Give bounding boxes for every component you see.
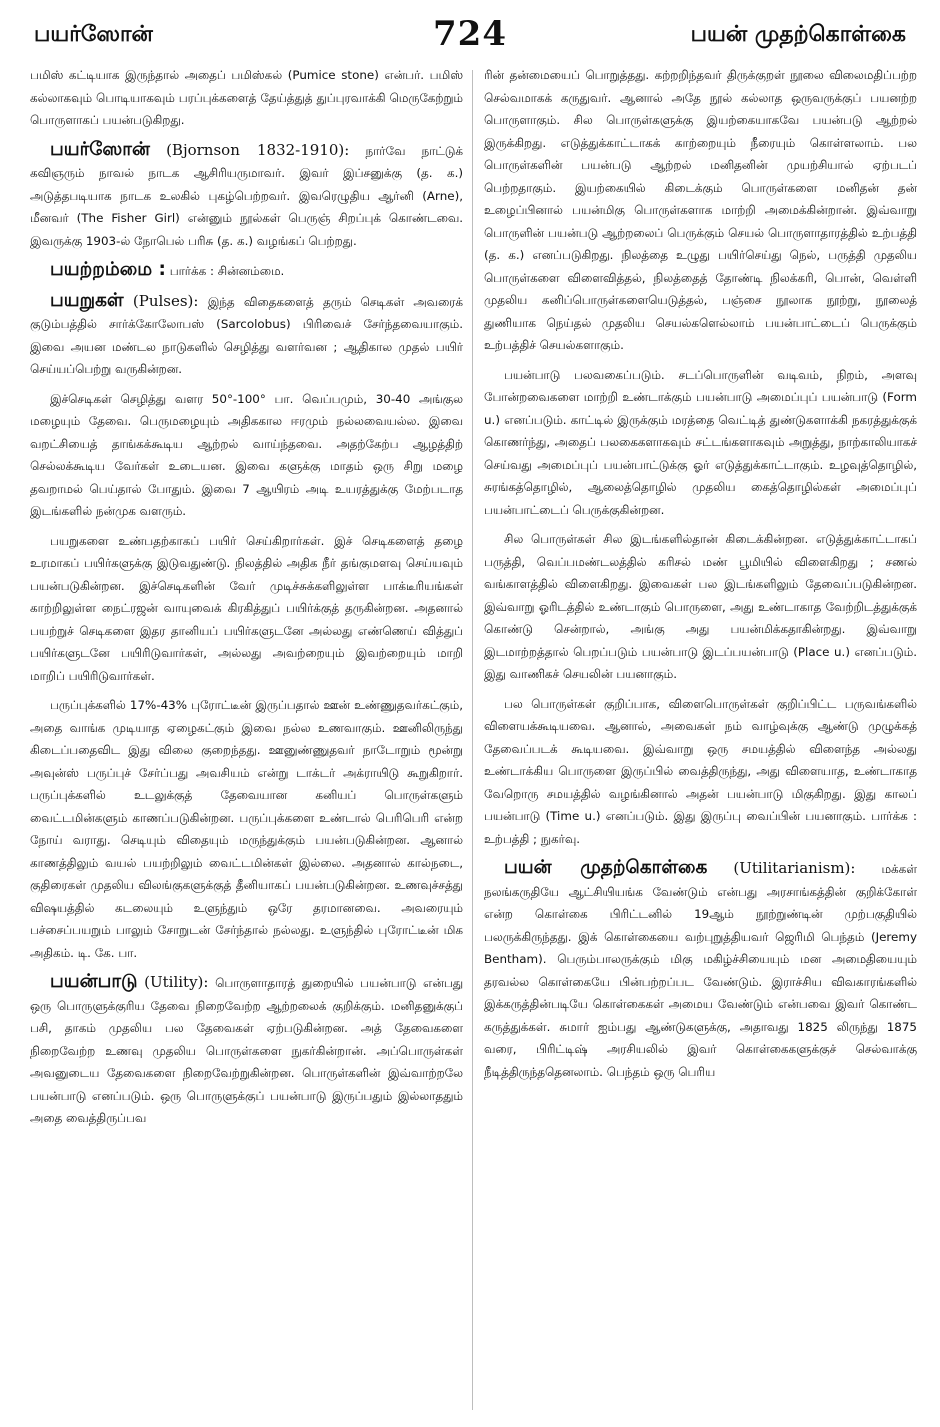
body-paragraph: இச்செடிகள் செழித்து வளர 50°-100° பா. வெப்பமும், 30-40 அங்குல மழையும் தேவை. பெருமழையும் அதிககால ஈரமும் நல்லவையல்ல. இவை வறட்சியைத் தாங்கக்கூடிய ஆற்றல் வாய்ந்தவை. அதற்கேற்ப ஆழத்திற் செல்லக்கூடிய வேர்கள் உடையன. இவை களுக்கு மாதம் ஒரு சிறு மழை தவறாமல் பெய்தால் போதும். இவை 7 ஆயிரம் அடி உயரத்துக்கு மேற்படாத இடங்களில் நன்முக வளரும். [30, 391, 463, 518]
page-number: 724 [433, 14, 507, 54]
entry-text: நார்வே நாட்டுக் கவிஞரும் நாவல் நாடக ஆசிரியருமாவர். இவர் இப்சனுக்கு (த. க.) அடுத்தபடியாக நாடக உலகில் புகழ்பெற்றவர். இவரெழுதிய ஆர்னி (Arne), மீனவர் (The Fisher Girl) என்னும் நூல்கள் பெருஞ் சிறப்புக் கொண்டவை. இவருக்கு 1903-ல் நோபெல் பரிசு (த. க.) வழங்கப் பெற்றது. [30, 143, 463, 248]
column-divider [472, 70, 473, 1410]
body-paragraph: சில பொருள்கள் சில இடங்களில்தான் கிடைக்கின்றன. எடுத்துக்காட்டாகப் பருத்தி, வெப்பமண்டலத்தில் கரிசல் மண் பூமியில் விளைகிறது ; சணல் வங்காளத்தில் விளைகிறது. இவைகள் பல இடங்களிலும் தேவைப்படுகின்றன. இவ்வாறு ஓரிடத்தில் உண்டாகும் பொருளை, அது உண்டாகாத வேற்றிடத்துக்குக் கொண்டு சென்றால், அங்கு அது பயன்மிக்கதாகின்றது. இவ்வாறு இடமாற்றத்தால் பெறப்படும் பயன்பாடு இடப்பயன்பாடு (Place u.) எனப்படும். இது வாணிகச் செயலின் பயனாகும். [484, 532, 917, 681]
entry-headword: பயர்ஸோன் [50, 138, 150, 160]
left-column [30, 64, 463, 1414]
entry-text: மக்கள் நலங்கருதியே ஆட்சியியங்க வேண்டும் என்பது அரசாங்கத்தின் குறிக்கோள் என்ற கொள்கை பிரிட்டனில் 19ஆம் நூற்றுண்டின் முற்பகுதியில் பலருக்கிருந்தது. இக் கொள்கையை வற்புறுத்தியவர் ஜெரிமி பெந்தம் (Jeremy Bentham). பெரும்பாலருக்கும் மிகு மகிழ்ச்சியையும் மன அமைதியையும் தரவல்ல கொள்கையே பின்பற்றப்பட வேண்டும். இராச்சிய விவகாரங்களில் இக்கருத்தின்படியே கொள்கைகள் அமைய வேண்டும் என்பவை இவர் கொண்ட கருத்துக்கள். சுமார் ஐம்பது ஆண்டுகளுக்கு, அதாவது 1825 லிருந்து 1875 வரை, பிரிட்டிஷ் அரசியலில் இவர் கொள்கைகளுக்குச் செல்வாக்கு நீடித்திருந்ததெனலாம். பெந்தம் ஒரு பெரிய [484, 862, 917, 1079]
running-head-right: பயன் முதற்கொள்கை [690, 22, 906, 47]
entry-headword: பயன்பாடு [50, 971, 138, 992]
entry-bjornson [30, 139, 463, 253]
body-paragraph: பருப்புக்களில் 17%-43% புரோட்டீன் இருப்பதால் ஊன் உண்ணுதவர்கட்கும், அதை வாங்க முடியாத ஏழைகட்கும் இவை நல்ல உணவாகும். ஊனிலிருந்து கிடைப்பதைவிட இது விலை குறைந்தது. ஊனுண்ணுதவர் நாடோறும் மூன்று அவுன்ஸ் பருப்புச் சேர்ப்பது அவசியம் என்று டாக்டர் அக்ராயிடு கூறுகிறார். பருப்புக்களில் உடலுக்குத் தேவையான கனியப் பொருள்களும் வைட்டமின்களும் காணப்படுகின்றன. பருப்புக்களை உண்டால் பெரிபெரி என்ற நோய் வராது. செடியும் விதையும் மருந்துக்கும் பயன்படுகின்றன. ஆனால் காணத்திலும் வயல் பயற்றிலும் வைட்டமின்கள் இல்லை. அதனால் கால்நடை, குதிரைகள் முதலிய விலங்குகளுக்குத் தீனியாகப் பயன்படுகின்றன. உணவுச்சத்து விஷயத்தில் கடலையும் உளுந்தும் ஒரே தரமானவை. அவரையும் பச்சைப்பயறும் பாலும் சோறுடன் சேர்ந்தால் நல்லது. உளுந்தில் புரோட்டீன் மிக அதிகம். டி. கே. பா. [30, 698, 463, 960]
entry-headword: பயற்றம்மை : [50, 259, 166, 280]
body-paragraph: ரின் தன்மையைப் பொறுத்தது. கற்றறிந்தவர் திருக்குறள் நூலை விலைமதிப்பற்ற செல்வமாகக் கருதுவர். ஆனால் அதே நூல் கல்லாத ஒருவருக்குப் பயனற்ற பொருளாகும். சில பொருள்களுக்கு இயற்கையாகவே பயன்படு ஆற்றல் இருக்கிறது. எடுத்துக்காட்டாகக் காற்றையும் நீரையும் கொள்ளலாம். பல பொருள்களின் பயன்படு ஆற்றல் மனிதனின் முயற்சியால் ஏற்படப் பெற்றதாகும். இயற்கையில் கிடைக்கும் பொருள்களை மனிதன் தன் உழைப்பினால் பயன்மிகு பொருள்களாக மாற்றி அமைக்கின்றான். இவ்வாறு பொருளின் பயன்படு ஆற்றலைப் பெருக்கும் செயல் பொருளாதாரத்தில் உற்பத்தி (த. க.) எனப்படுகிறது. நிலத்தை உழுது பயிர்செய்து நெல், பருத்தி முதலிய பொருள்களை விளைவித்தல், நிலத்தைத் தோண்டி நிலக்கரி, பொன், வெள்ளி முதலிய கனிப்பொருள்களையெடுத்தல், பஞ்சை நூலாக நூற்று, நூலைத் துணியாக நெய்தல் முதலிய செயல்களெல்லாம் பயன்பாட்டைப் பெருக்கும் உற்பத்திச் செயல்களாகும். [484, 68, 917, 352]
entry-text: பொருளாதாரத் துறையில் பயன்பாடு என்பது ஒரு பொருளுக்குரிய தேவை நிறைவேற்ற ஆற்றலைக் குறிக்கும். மனிதனுக்குப் பசி, தாகம் முதலிய பல தேவைகள் ஏற்படுகின்றன. அத் தேவைகளை நிறைவேற்ற உணவு முதலிய பொருள்களை நுகர்கின்றான். அப்பொருள்கள் அவனுடைய தேவைகளை நிறைவேற்றுகின்றன. பொருள்களின் இவ்வாற்றலே பயன்பாடு எனப்படும். ஒரு பொருளுக்குப் பயன்பாடு இருப்பதும் இல்லாததும் அதை வைத்திருப்பவ [30, 976, 463, 1125]
entry-payanpadu [30, 971, 463, 1130]
entry-headword: பயறுகள் [50, 289, 124, 311]
body-paragraph: பயறுகளை உண்பதற்காகப் பயிர் செய்கிறார்கள். இச் செடிகளைத் தழை உரமாகப் பயிர்களுக்கு இடுவதுண்டு. நிலத்தில் அதிக நீர் தங்குமளவு செய்யவும் பயன்படுகின்றன. இச்செடிகளின் வேர் முடிச்சுக்களிலுள்ள பாக்டீரியங்கள் காற்றிலுள்ள நைட்ரஜன் வாயுவைக் கிரகித்துப் பயிர்க்குத் தருகின்றன. அதனால் பயற்றுச் செடிகளை இதர தானியப் பயிர்களுடனே அல்லது எண்ணெய் வித்துப் பயிர்களுடனே பயிரிடுவார்கள், அல்லது அவற்றையும் இவற்றையும் மாறி மாறிப் பயிரிடுவார்கள். [30, 533, 463, 683]
entry-text: பார்க்க : சின்னம்மை. [169, 264, 285, 278]
entry-headword: பயன் முதற்கொள்கை [504, 857, 708, 878]
right-column [484, 64, 917, 1414]
entry-text: இந்த விதைகளைத் தரும் செடிகள் அவரைக் குடும்பத்தில் சார்க்கோலோபஸ் (Sarcolobus) பிரிவைச் சேர்ந்தவையாகும். இவை அயன மண்டல நாடுகளில் செழித்து வளர்வன ; ஆதிகால முதல் பயிர் செய்யப்பெற்று வருகின்றன. [30, 294, 463, 376]
entry-payarammai [30, 259, 463, 283]
page-header [0, 0, 940, 72]
pumice-paragraph: பமிஸ் கட்டியாக இருந்தால் அதைப் பமிஸ்கல் (Pumice stone) என்பர். பமிஸ் கல்லாகவும் பொடியாகவும் பரப்புக்களைத் தேய்த்துத் துப்புரவாக்கி மெருகேற்றும் பொருளாகப் பயன்படுகிறது. [30, 68, 463, 127]
running-head-left: பயர்ஸோன் [34, 22, 153, 47]
body-paragraph: பல பொருள்கள் குறிப்பாக, விளைபொருள்கள் குறிப்பிட்ட பருவங்களில் விளையக்கூடியவை. ஆனால், அவைகள் நம் வாழ்வுக்கு ஆண்டு முழுக்கத் தேவைப்படக் கூடியவை. இவ்வாறு ஒரு சமயத்தில் விளைந்த அல்லது உண்டாக்கிய பொருளை இருப்பில் வைத்திருந்து, அது விளையாத, உண்டாகாத வேறொரு சமயத்தில் வழங்கினால் அதன் பயன்பாடு மிகுகிறது. இது காலப் பயன்பாடு (Time u.) எனப்படும். இது இருப்பு வைப்பின் பயனாகும். பார்க்க : உற்பத்தி ; நுகர்வு. [484, 696, 917, 846]
entry-latin-name: (Utility): [144, 973, 209, 991]
body-paragraph: பயன்பாடு பலவகைப்படும். சடப்பொருளின் வடிவம், நிறம், அளவு போன்றவைகளை மாற்றி உண்டாக்கும் பயன்பாடு அமைப்புப் பயன்பாடு (Form u.) எனப்படும். காட்டில் இருக்கும் மரத்தை வெட்டித் துண்டுகளாக்கி நகரத்துக்குக் கொணர்ந்து, அதைப் பலகைகளாகவும் சட்டங்களாகவும் அறுத்து, நாற்காலியாகச் செய்வது அமைப்புப் பயன்பாட்டுக்கு ஓர் எடுத்துக்காட்டாகும். உழவுத்தொழில், சுரங்கத்தொழில், ஆலைத்தொழில் முதலிய கைத்தொழில்கள் அமைப்புப் பயன்பாட்டைப் பெருக்குகின்றன. [484, 367, 917, 517]
entry-latin-name: (Bjornson 1832-1910): [166, 140, 350, 159]
entry-latin-name: (Utilitarianism): [733, 859, 856, 877]
entry-payarugal [30, 290, 463, 381]
entry-latin-name: (Pulses): [132, 291, 199, 310]
entry-utilitarianism [484, 857, 917, 1083]
